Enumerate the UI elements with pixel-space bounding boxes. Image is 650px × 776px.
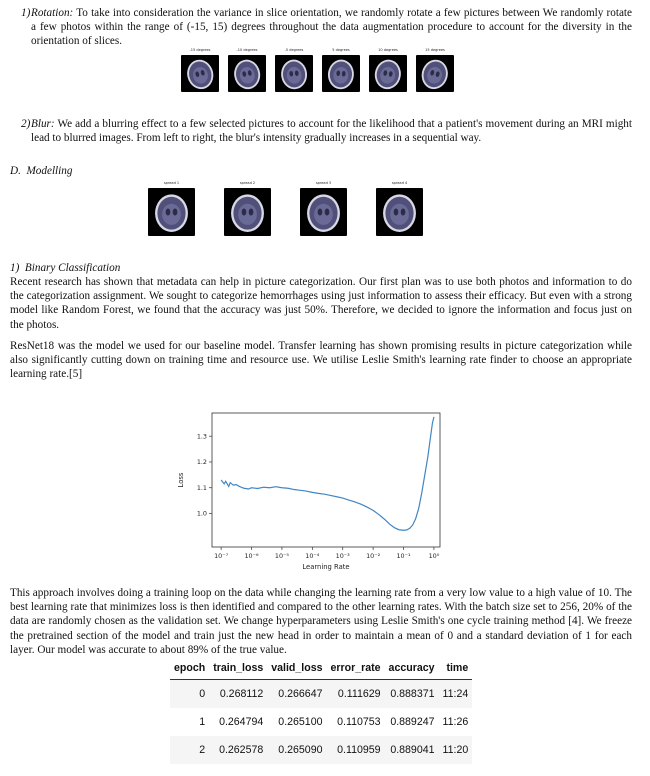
table-cell: 0.262578	[219, 744, 264, 757]
table-cell: 0.889247	[390, 716, 435, 729]
table-cell: 0.265090	[278, 744, 323, 757]
rotation-item	[10, 6, 632, 49]
rotation-image	[322, 48, 360, 92]
chart-axes	[212, 413, 440, 547]
table-cell: 0.889041	[390, 744, 435, 757]
training-results-table	[170, 660, 472, 764]
rotation-image	[228, 48, 266, 92]
x-tick-label: 10⁻⁶	[244, 552, 259, 560]
x-tick-label: 10⁰	[428, 552, 440, 560]
y-axis-label: Loss	[177, 472, 185, 488]
ct-scan-graphic	[322, 55, 360, 92]
x-tick-label: 10⁻⁷	[214, 552, 229, 560]
rotation-image	[369, 48, 407, 92]
table-cell: 0.110959	[337, 744, 381, 757]
learning-rate-chart	[170, 407, 450, 575]
ct-scan-graphic	[148, 188, 195, 236]
blur-text: We add a blurring effect to a few selected pictures to account for the likelihood that a patient's movement during an MRI might lead to blurred images. From left to right, the blur's intensity gradually increases in a sequential way.	[31, 118, 632, 145]
image-label: -5 degrees	[284, 48, 304, 52]
ct-scan-graphic	[224, 188, 271, 236]
table-cell: 0	[199, 688, 206, 701]
column-header: error_rate	[330, 662, 381, 674]
y-tick-label: 1.0	[196, 509, 207, 518]
blur-title: Blur:	[31, 118, 55, 130]
table-cell: 0.110753	[337, 716, 381, 729]
rotation-image	[181, 48, 219, 92]
table-cell: 11:24	[442, 688, 469, 701]
rotation-title: Rotation:	[31, 7, 74, 19]
loss-series-line	[221, 417, 434, 530]
column-header: valid_loss	[271, 662, 323, 674]
table-cell: 0.264794	[219, 716, 264, 729]
ct-scan-graphic	[181, 55, 219, 92]
table-cell: 2	[199, 744, 206, 757]
table-cell: 0.888371	[390, 688, 435, 701]
x-tick-label: 10⁻³	[335, 552, 350, 560]
image-label: 10 degrees	[378, 48, 398, 52]
rotation-image	[275, 48, 313, 92]
table-row	[170, 708, 472, 736]
table-cell: 11:20	[442, 744, 469, 757]
column-header: time	[446, 662, 469, 674]
image-label: spread 2	[239, 181, 256, 185]
table-cell: 1	[199, 716, 206, 729]
paragraph-training: This approach involves doing a training loop on the data while changing the learning rate from a very low value to a high value of 10. The best learning rate that minimizes loss is then identified and compared to the other learning rates. With the batch size set to 256, 20% of the data are randomly chosen as the validation set. We change hyperparameters using Leslie Smith's one cycle training method [4]. We freeze the pretrained section of the model and train just the new head in order to maintain a mean of 0 and a standard deviation of 1 for each layer. Our model was accurate to about 89% of the true value.	[10, 587, 632, 656]
blur-image	[376, 181, 423, 236]
table-cell: 0.266647	[278, 688, 323, 701]
blur-image	[224, 181, 271, 236]
ct-scan-graphic	[275, 55, 313, 92]
blur-image	[148, 181, 195, 236]
image-label: 5 degrees	[332, 48, 350, 52]
column-header: epoch	[174, 662, 206, 674]
rotation-image	[416, 48, 454, 92]
table-cell: 0.268112	[219, 688, 264, 701]
table-row	[170, 680, 472, 709]
image-label: spread 3	[315, 181, 332, 185]
ct-scan-graphic	[376, 188, 423, 236]
column-header: accuracy	[388, 662, 435, 674]
plot-frame	[212, 413, 440, 547]
table-cell: 0.111629	[337, 688, 381, 701]
table-cell: 11:26	[442, 716, 469, 729]
table-header-row	[170, 660, 472, 680]
y-tick-label: 1.3	[196, 432, 207, 441]
blur-image	[300, 181, 347, 236]
rotation-text: To take into consideration the variance in slice orientation, we randomly rotate a few pictures between We randomly rotate a few photos within the range of (-15, 15) degrees throughout the data augmentation procedure to account for the diversity in the orientation of slices.	[31, 7, 632, 48]
paragraph-resnet: ResNet18 was the model we used for our baseline model. Transfer learning has shown promising results in picture categorization while also significantly cutting down on training time and resource use. We utilise Leslie Smith's learning rate finder to choose an appropriate learning rate.[5]	[10, 340, 632, 381]
blur-image-row	[148, 181, 423, 236]
image-label: -15 degrees	[189, 48, 211, 52]
blur-item	[10, 117, 632, 145]
table-cell: 0.265100	[278, 716, 323, 729]
table-row	[170, 736, 472, 764]
paragraph-metadata: Recent research has shown that metadata can help in picture categorization. Our first plan was to use both photos and information to do the categorization assignment. We sought to categorize hemorrhages using just information to assess their efficacy. But even with a strong model like Random Forest, we found that the accuracy was just 50%. Therefore, we decided to ignore the information and focus just on the photos.	[10, 276, 632, 331]
x-tick-label: 10⁻⁵	[274, 552, 289, 560]
x-tick-label: 10⁻¹	[396, 552, 411, 560]
image-label: spread 1	[163, 181, 180, 185]
rotation-image-row	[181, 48, 454, 92]
x-tick-label: 10⁻⁴	[305, 552, 320, 560]
ct-scan-graphic	[228, 55, 266, 92]
chart-ticks	[197, 432, 440, 560]
x-axis-label: Learning Rate	[302, 563, 350, 571]
y-tick-label: 1.2	[196, 458, 207, 467]
ct-scan-graphic	[369, 55, 407, 92]
ct-scan-graphic	[416, 55, 454, 92]
column-header: train_loss	[213, 662, 264, 674]
y-tick-label: 1.1	[196, 483, 207, 492]
image-label: -10 degrees	[236, 48, 258, 52]
rotation-number: 1)	[21, 7, 31, 19]
image-label: 15 degrees	[425, 48, 445, 52]
subsection-heading-binary: 1) Binary Classification	[10, 262, 121, 274]
section-heading-modelling: D. Modelling	[10, 165, 73, 177]
table-body	[170, 680, 472, 765]
blur-number: 2)	[21, 118, 31, 130]
image-label: spread 4	[391, 181, 408, 185]
ct-scan-graphic	[300, 188, 347, 236]
x-tick-label: 10⁻²	[366, 552, 381, 560]
